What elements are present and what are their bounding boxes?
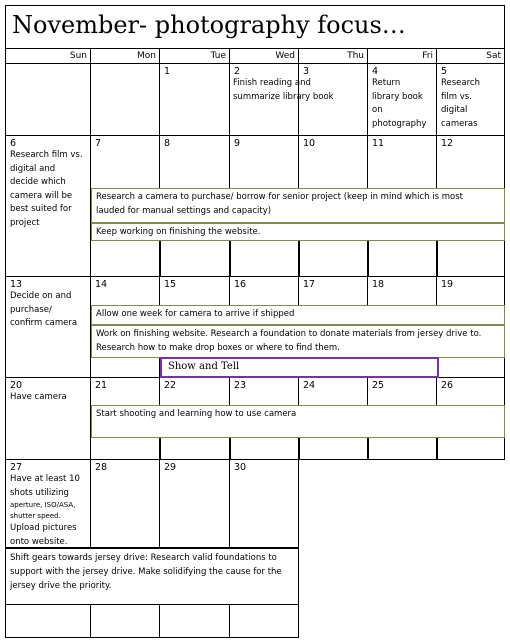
day-number: 1: [164, 66, 171, 77]
day-27-note: [10, 473, 80, 549]
day-number: 18: [372, 279, 385, 290]
day-number: 11: [372, 138, 385, 149]
day-cell-27[interactable]: [5, 460, 91, 548]
calendar: [5, 5, 505, 638]
event-text-line: jersey drive the priority.: [10, 581, 112, 591]
weekday-thu: Thu: [299, 49, 368, 64]
day-number: 6: [10, 138, 17, 149]
grid-divider: [160, 241, 161, 277]
grid-divider: [230, 241, 231, 277]
day-4-note: [372, 77, 426, 131]
note-line: film vs.: [441, 91, 472, 102]
note-line: cameras: [441, 118, 478, 129]
day-number: 4: [372, 66, 379, 77]
day-number: 7: [95, 138, 102, 149]
note-line: Upload pictures: [10, 523, 77, 533]
day-cell-20[interactable]: [5, 378, 91, 460]
day-number: 26: [441, 380, 454, 391]
event-text-line: Start shooting and learning how to use camera: [96, 409, 297, 419]
day-cell-30[interactable]: [230, 460, 299, 548]
note-line: Have camera: [10, 392, 67, 402]
day-2-note: [233, 77, 373, 104]
day-cell-28[interactable]: [91, 460, 160, 548]
grid-divider: [299, 241, 300, 277]
note-line: aperture, ISO/ASA,: [10, 501, 76, 509]
day-13-note: [10, 290, 77, 331]
grid-divider: [437, 241, 438, 277]
note-line: on: [372, 105, 383, 115]
grid-divider: [368, 438, 369, 460]
calendar-title-box: [5, 5, 505, 49]
event-keep-working-website[interactable]: [91, 223, 505, 241]
grid-divider: [368, 241, 369, 277]
day-number: 29: [164, 462, 177, 473]
weekday-mon: Mon: [91, 49, 160, 64]
event-text-line: Keep working on finishing the website.: [96, 227, 261, 237]
day-number: 2: [234, 66, 241, 77]
event-jersey-drive[interactable]: [5, 548, 299, 605]
event-text-line: Shift gears towards jersey drive: Research valid foundations to: [10, 553, 277, 563]
event-text-line: lauded for manual settings and capacity): [96, 206, 272, 216]
note-line: camera will be: [10, 190, 73, 201]
weekday-sat: Sat: [437, 49, 505, 64]
day-6-note: [10, 149, 83, 230]
weekday-sun: Sun: [5, 49, 91, 64]
day-number: 28: [95, 462, 108, 473]
note-line: Research film vs.: [10, 150, 83, 160]
note-line: Have at least 10: [10, 474, 80, 484]
event-start-shooting[interactable]: [91, 405, 505, 438]
calendar-title: November- photography focus…: [12, 11, 406, 39]
day-number: 9: [234, 138, 241, 149]
day-number: 23: [234, 380, 247, 391]
day-number: 13: [10, 279, 23, 290]
weekday-fri: Fri: [368, 49, 437, 64]
note-line: shots utilizing: [10, 487, 69, 498]
event-text-line: Research how to make drop boxes or where to find them.: [96, 343, 340, 353]
day-cell-29[interactable]: [160, 460, 230, 548]
day-cell-6[interactable]: [5, 136, 91, 277]
day-number: 24: [303, 380, 316, 391]
grid-cell: [91, 605, 160, 638]
note-line: project: [10, 217, 40, 228]
note-line: Decide on and: [10, 291, 72, 301]
note-line: Finish reading and: [233, 78, 311, 88]
note-line: decide which: [10, 177, 66, 187]
note-line: Return: [372, 78, 401, 88]
day-number: 21: [95, 380, 108, 391]
day-number: 30: [234, 462, 247, 473]
weekday-tue: Tue: [160, 49, 230, 64]
note-line: confirm camera: [10, 318, 78, 328]
note-line: digital and: [10, 163, 56, 174]
note-line: purchase/: [10, 304, 52, 315]
day-cell-13[interactable]: [5, 277, 91, 378]
day-number: 20: [10, 380, 23, 391]
day-number: 8: [164, 138, 171, 149]
day-number: 25: [372, 380, 385, 391]
day-number: 12: [441, 138, 454, 149]
event-research-camera[interactable]: [91, 188, 505, 223]
day-5-note: [441, 77, 480, 131]
day-number: 5: [441, 66, 448, 77]
grid-divider: [437, 438, 438, 460]
grid-divider: [230, 438, 231, 460]
day-number: 10: [303, 138, 316, 149]
note-line: shutter speed.: [10, 512, 61, 520]
event-text-line: Show and Tell: [168, 361, 240, 372]
day-number: 22: [164, 380, 177, 391]
day-cell-empty-mon: [91, 64, 160, 136]
event-text-line: Work on finishing website. Research a foundation to donate materials from jersey drive to.: [96, 329, 482, 339]
day-cell-4[interactable]: [368, 64, 437, 136]
day-number: 17: [303, 279, 316, 290]
note-line: library book: [372, 91, 423, 102]
event-text-line: support with the jersey drive. Make solidifying the cause for the: [10, 567, 282, 577]
note-line: digital: [441, 105, 468, 115]
note-line: summarize library book: [233, 91, 334, 102]
day-number: 15: [164, 279, 177, 290]
event-allow-one-week[interactable]: [91, 305, 505, 325]
event-finish-website[interactable]: [91, 325, 505, 358]
day-cell-1[interactable]: [160, 64, 230, 136]
grid-cell: [160, 605, 230, 638]
event-text-line: Allow one week for camera to arrive if shipped: [96, 309, 295, 319]
event-show-and-tell[interactable]: [160, 357, 439, 378]
day-number: 14: [95, 279, 108, 290]
grid-cell: [230, 605, 299, 638]
day-number: 27: [10, 462, 23, 473]
day-number: 16: [234, 279, 247, 290]
grid-cell: [5, 605, 91, 638]
note-line: photography: [372, 118, 427, 129]
note-line: Research: [441, 78, 480, 88]
grid-divider: [299, 438, 300, 460]
weekday-wed: Wed: [230, 49, 299, 64]
event-text-line: Research a camera to purchase/ borrow for senior project (keep in mind which is most: [96, 192, 463, 202]
note-line: best suited for: [10, 204, 72, 214]
day-number: 19: [441, 279, 454, 290]
note-line: onto website.: [10, 536, 68, 547]
day-number: 3: [303, 66, 310, 77]
day-20-note: [10, 391, 67, 405]
day-cell-empty-sun: [5, 64, 91, 136]
day-cell-5[interactable]: [437, 64, 505, 136]
grid-divider: [160, 438, 161, 460]
